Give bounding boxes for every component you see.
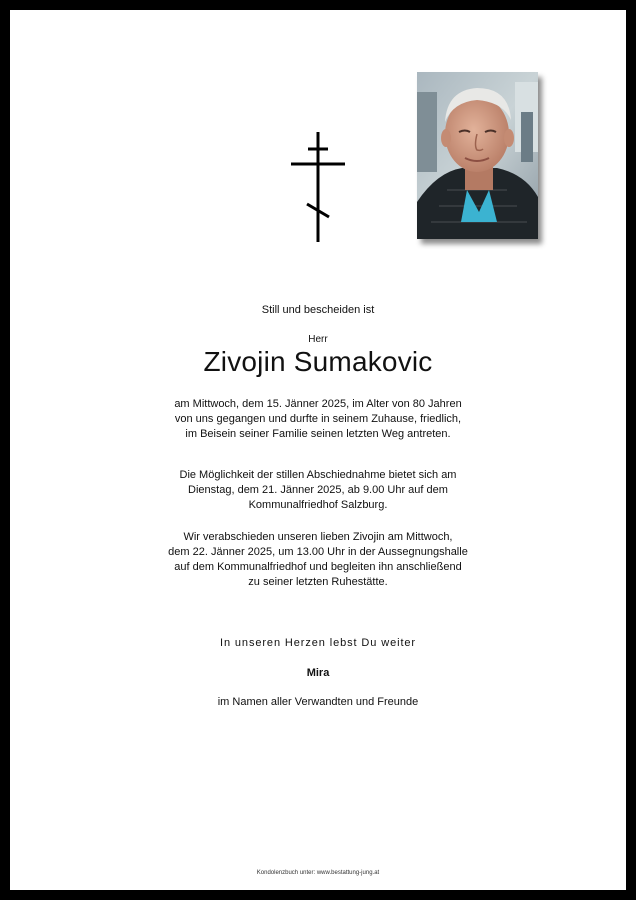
viewing-paragraph xyxy=(10,468,626,513)
paragraph-line: Die Möglichkeit der stillen Abschiednahme bietet sich am xyxy=(179,469,457,481)
portrait-photo xyxy=(417,72,538,239)
intro-text: Still und bescheiden ist xyxy=(261,304,375,316)
paragraph-line: von uns gegangen und durfte in seinem Zuhause, friedlich, xyxy=(174,413,462,425)
paragraph-line: Kommunalfriedhof Salzburg. xyxy=(248,499,388,511)
paragraph-line: Dienstag, dem 21. Jänner 2025, ab 9.00 Uhr auf dem xyxy=(188,484,448,496)
paragraph-line: auf dem Kommunalfriedhof und begleiten ihn anschließend xyxy=(174,561,462,573)
condolence-book-footer: Kondolenzbuch unter: www.bestattung-jung.at xyxy=(256,870,380,876)
closing-line: im Namen aller Verwandten und Freunde xyxy=(217,696,419,708)
death-announcement-paragraph xyxy=(10,397,626,442)
salutation: Herr xyxy=(308,334,328,345)
paragraph-line: Wir verabschieden unseren lieben Zivojin am Mittwoch, xyxy=(183,531,453,543)
paragraph-line: zu seiner letzten Ruhestätte. xyxy=(248,576,388,588)
paragraph-line: im Beisein seiner Familie seinen letzten Weg antreten. xyxy=(185,428,451,440)
orthodox-cross-icon xyxy=(290,132,346,242)
paragraph-line: dem 22. Jänner 2025, um 13.00 Uhr in der Aussegnungshalle xyxy=(168,546,468,558)
obituary-page xyxy=(10,10,626,890)
signer-name: Mira xyxy=(306,667,330,679)
deceased-name: Zivojin Sumakovic xyxy=(203,346,433,377)
paragraph-line: am Mittwoch, dem 15. Jänner 2025, im Alter von 80 Jahren xyxy=(174,398,462,410)
funeral-paragraph xyxy=(10,530,626,590)
memorial-motto: In unseren Herzen lebst Du weiter xyxy=(219,637,416,649)
